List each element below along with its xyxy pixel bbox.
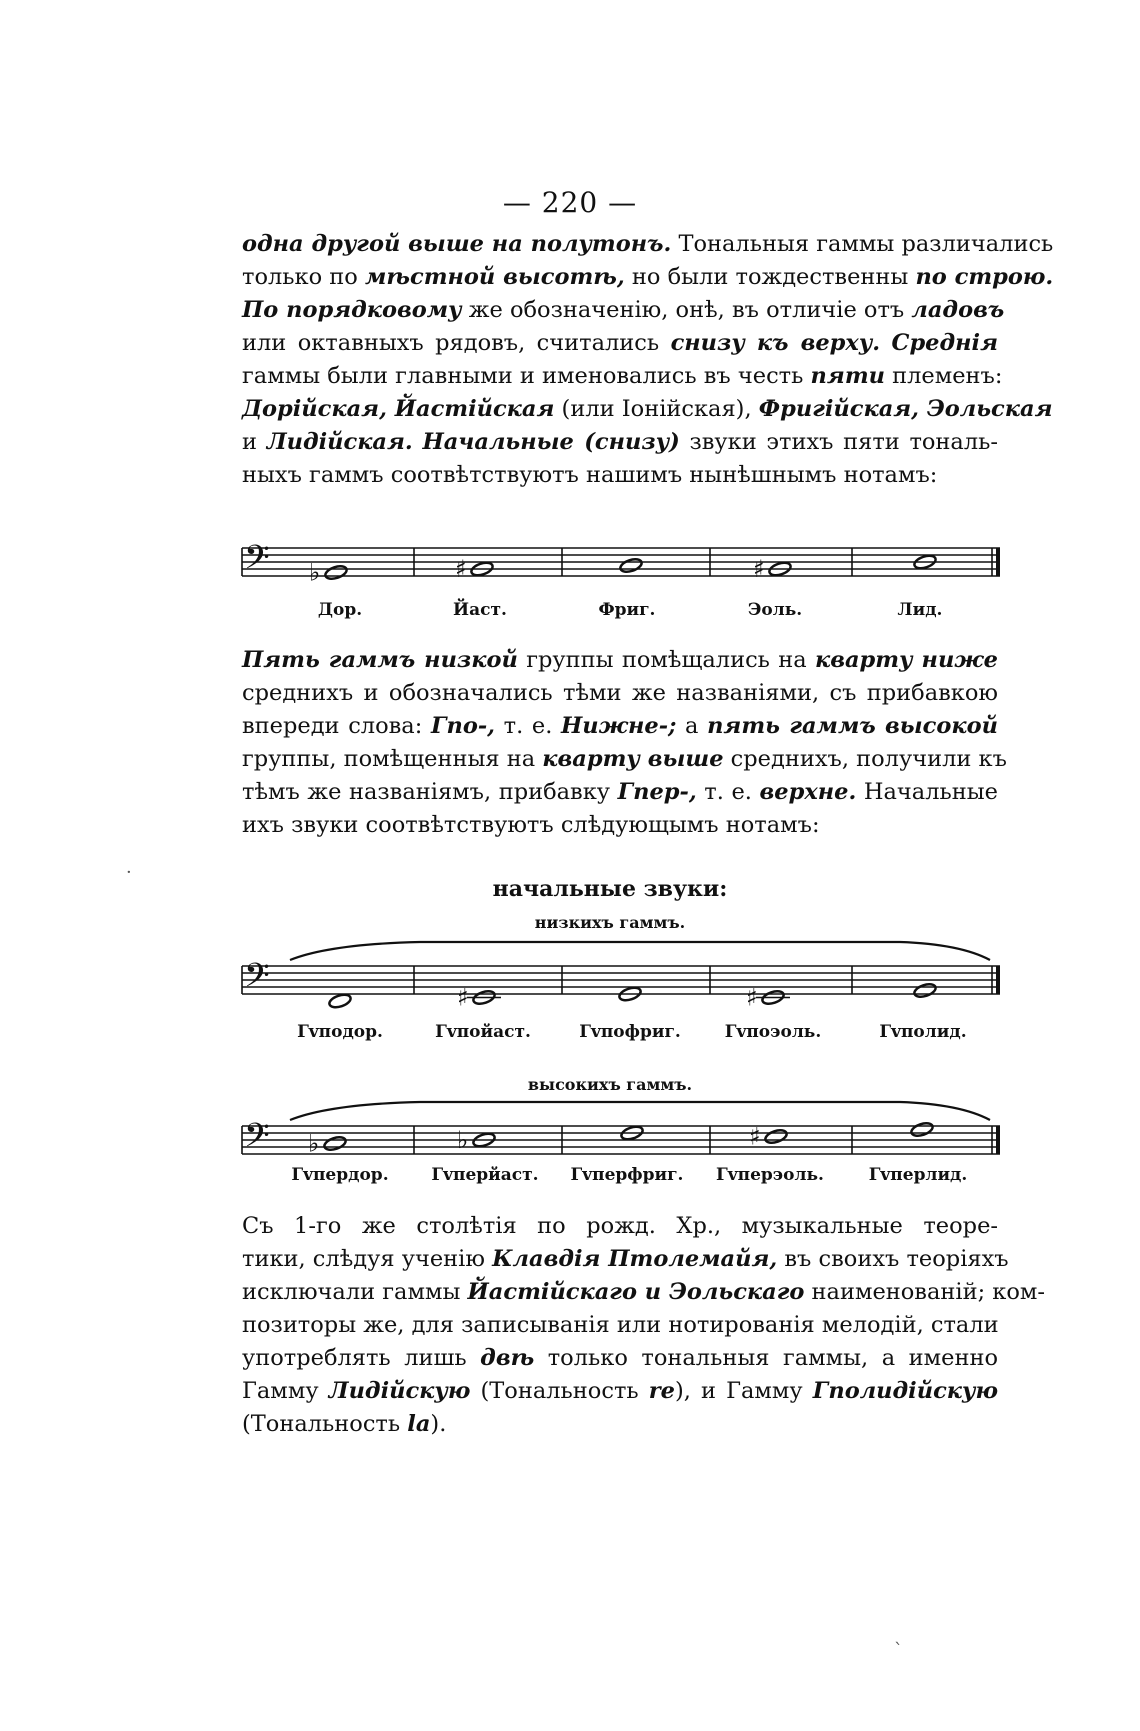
emphasized-text: Йастійскаго и Эольскаго bbox=[467, 1279, 805, 1305]
bass-clef-icon: 𝄢 bbox=[244, 957, 270, 1003]
text-segment: ). bbox=[430, 1411, 447, 1437]
text-line bbox=[242, 776, 998, 809]
stray-mark: ` bbox=[894, 1640, 903, 1661]
text-segment: (Тональность bbox=[470, 1378, 649, 1404]
emphasized-text: Нижне-; bbox=[561, 713, 677, 739]
text-segment: Начальные bbox=[856, 779, 998, 805]
final-barline-thick bbox=[996, 548, 1000, 576]
flat-icon: ♭ bbox=[308, 1129, 320, 1158]
staff-svg bbox=[0, 930, 1140, 1010]
staff-label: Гvпердор. bbox=[291, 1165, 389, 1185]
emphasized-text: двѣ bbox=[480, 1345, 535, 1371]
sharp-icon: ♯ bbox=[749, 1122, 761, 1151]
staff-label: Гvперэоль. bbox=[716, 1165, 824, 1185]
text-segment: ), и Гамму bbox=[674, 1378, 813, 1404]
text-segment bbox=[413, 429, 423, 455]
emphasized-text: la bbox=[407, 1411, 431, 1437]
staff-label: Гvполид. bbox=[879, 1022, 967, 1042]
text-segment: среднихъ и обозначались тѣми же названіями, съ прибавкою bbox=[242, 680, 998, 706]
emphasized-text: кварту выше bbox=[542, 746, 724, 772]
staff-label: Гvпойаст. bbox=[435, 1022, 531, 1042]
text-segment: исключали гаммы bbox=[242, 1279, 468, 1305]
text-segment: звуки этихъ пяти тональ- bbox=[679, 429, 998, 455]
sharp-icon: ♯ bbox=[457, 983, 469, 1010]
flat-icon: ♭ bbox=[309, 558, 321, 587]
text-segment: тики, слѣдуя ученію bbox=[242, 1246, 493, 1272]
whole-note bbox=[913, 982, 937, 999]
text-line bbox=[242, 228, 1054, 261]
text-segment: а bbox=[676, 713, 708, 739]
staff-low-scales bbox=[0, 930, 1140, 1040]
bass-clef-icon: 𝄢 bbox=[244, 540, 270, 585]
emphasized-text: ладовъ bbox=[911, 297, 1005, 323]
text-segment: т. е. bbox=[696, 779, 760, 805]
text-line bbox=[242, 644, 998, 677]
emphasized-text: По порядковому bbox=[242, 297, 462, 323]
text-line bbox=[242, 677, 998, 710]
emphasized-text: Гпер-, bbox=[617, 779, 697, 805]
whole-note bbox=[619, 557, 643, 574]
page-number: — 220 — bbox=[502, 186, 638, 219]
text-line bbox=[242, 1408, 998, 1441]
whole-note bbox=[323, 1135, 347, 1152]
text-segment: гаммы были главными и именовались въ честь bbox=[242, 363, 811, 389]
text-segment: Съ 1-го же столѣтія по рожд. Хр., музыкальные теоре- bbox=[242, 1213, 998, 1239]
text-line bbox=[242, 1375, 998, 1408]
text-line bbox=[242, 294, 1005, 327]
text-segment: ныхъ гаммъ соотвѣтствуютъ нашимъ нынѣшнымъ нотамъ: bbox=[242, 462, 938, 488]
slur-line bbox=[290, 1102, 990, 1120]
staff-label: Эоль. bbox=[747, 600, 803, 620]
text-line bbox=[242, 1309, 998, 1342]
emphasized-text: Дорійская, Йастійская bbox=[242, 396, 555, 422]
emphasized-text: Клавдія Птолемайя, bbox=[492, 1246, 778, 1272]
emphasized-text: Пять гаммъ низкой bbox=[242, 647, 518, 673]
text-line bbox=[242, 809, 998, 842]
emphasized-text: Среднія bbox=[891, 330, 998, 356]
text-segment: употреблять лишь bbox=[242, 1345, 481, 1371]
sharp-icon: ♯ bbox=[753, 555, 765, 583]
staff-label: Гvпофриг. bbox=[579, 1022, 681, 1042]
emphasized-text: Начальные (снизу) bbox=[422, 429, 680, 455]
heading-high-scales: высокихъ гаммъ. bbox=[527, 1075, 693, 1094]
slur-line bbox=[290, 942, 990, 960]
whole-note bbox=[324, 564, 348, 581]
text-line bbox=[242, 393, 1053, 426]
text-segment: наименованій; ком- bbox=[804, 1279, 1046, 1305]
emphasized-text: Фригійская, Эольская bbox=[758, 396, 1053, 422]
text-segment: только тональныя гаммы, а именно bbox=[534, 1345, 998, 1371]
emphasized-text: пяти bbox=[810, 363, 885, 389]
staff-label: Йаст. bbox=[453, 600, 507, 620]
text-segment: группы, помѣщенныя на bbox=[242, 746, 543, 772]
staff-label: Гvперйаст. bbox=[431, 1165, 539, 1185]
final-barline-thick bbox=[996, 1126, 1000, 1154]
text-segment: только по bbox=[242, 264, 365, 290]
text-segment: (Тональность bbox=[242, 1411, 408, 1437]
text-segment: впереди слова: bbox=[242, 713, 431, 739]
text-line bbox=[242, 1243, 1009, 1276]
staff-svg bbox=[0, 1090, 1140, 1170]
text-segment: Гамму bbox=[242, 1378, 329, 1404]
text-line bbox=[242, 327, 998, 360]
emphasized-text: Лидійская. bbox=[266, 429, 413, 455]
staff-label: Лид. bbox=[897, 600, 943, 620]
emphasized-text: снизу къ верху. bbox=[670, 330, 881, 356]
paragraph-low-high-groups bbox=[242, 644, 1007, 842]
text-line bbox=[242, 710, 998, 743]
emphasized-text: re bbox=[648, 1378, 675, 1404]
text-segment: въ своихъ теоріяхъ bbox=[777, 1246, 1009, 1272]
bass-clef-icon: 𝄢 bbox=[244, 1117, 270, 1163]
text-segment: среднихъ, получили къ bbox=[723, 746, 1007, 772]
emphasized-text: пять гаммъ высокой bbox=[707, 713, 998, 739]
staff-label: Гvподор. bbox=[297, 1022, 383, 1042]
emphasized-text: Гпо-, bbox=[430, 713, 496, 739]
staff-label: Гvпоэоль. bbox=[724, 1022, 822, 1042]
text-segment: тѣмъ же названіямъ, прибавку bbox=[242, 779, 618, 805]
text-segment: позиторы же, для записыванія или нотированія мелодій, стали bbox=[242, 1312, 999, 1338]
final-barline-thick bbox=[996, 966, 1000, 994]
sharp-icon: ♯ bbox=[746, 983, 758, 1010]
paragraph-ptolemy bbox=[242, 1210, 1046, 1441]
emphasized-text: Лидійскую bbox=[328, 1378, 471, 1404]
emphasized-text: мѣстной высотѣ, bbox=[365, 264, 625, 290]
text-segment bbox=[880, 330, 891, 356]
emphasized-text: одна другой выше на полутонъ. bbox=[242, 231, 672, 257]
staff-high-scales bbox=[0, 1090, 1140, 1190]
text-line bbox=[242, 1342, 998, 1375]
heading-low-scales: низкихъ гаммъ. bbox=[534, 913, 686, 932]
sharp-icon: ♯ bbox=[455, 555, 467, 583]
text-segment: группы помѣщались на bbox=[517, 647, 815, 673]
text-segment: (или Іонійская), bbox=[554, 396, 759, 422]
staff-label: Фриг. bbox=[598, 600, 656, 620]
text-segment: же обозначенію, онѣ, въ отличіе отъ bbox=[461, 297, 912, 323]
text-line bbox=[242, 1210, 998, 1243]
stray-dot: · bbox=[126, 862, 132, 883]
text-segment: ихъ звуки соотвѣтствуютъ слѣдующымъ нотамъ: bbox=[242, 812, 820, 838]
emphasized-text: Гполидійскую bbox=[812, 1378, 998, 1404]
text-segment: но были тождественны bbox=[624, 264, 916, 290]
text-segment: Тональныя гаммы различались bbox=[671, 231, 1054, 257]
text-segment: племенъ: bbox=[884, 363, 1003, 389]
text-segment: т. е. bbox=[495, 713, 562, 739]
emphasized-text: по строю. bbox=[915, 264, 1054, 290]
text-line bbox=[242, 459, 998, 492]
heading-initial-sounds: начальные звуки: bbox=[492, 876, 728, 902]
text-line bbox=[242, 426, 998, 459]
staff-label: Дор. bbox=[317, 600, 363, 620]
staff-label: Гvперлид. bbox=[868, 1165, 968, 1185]
whole-note bbox=[910, 1121, 934, 1138]
flat-icon: ♭ bbox=[457, 1126, 469, 1154]
text-line bbox=[242, 360, 1003, 393]
text-segment: и bbox=[242, 429, 267, 455]
text-line bbox=[242, 1276, 1046, 1309]
emphasized-text: верхне. bbox=[759, 779, 857, 805]
whole-note bbox=[328, 992, 352, 1009]
text-line bbox=[242, 261, 1054, 294]
staff-svg bbox=[0, 540, 1140, 600]
text-line bbox=[242, 743, 1007, 776]
emphasized-text: кварту ниже bbox=[814, 647, 998, 673]
paragraph-tonal-scales bbox=[242, 228, 1054, 492]
staff-label: Гvперфриг. bbox=[570, 1165, 684, 1185]
text-segment: или октавныхъ рядовъ, считались bbox=[242, 330, 671, 356]
staff-middle-scales bbox=[0, 540, 1140, 630]
whole-note bbox=[764, 1128, 788, 1145]
